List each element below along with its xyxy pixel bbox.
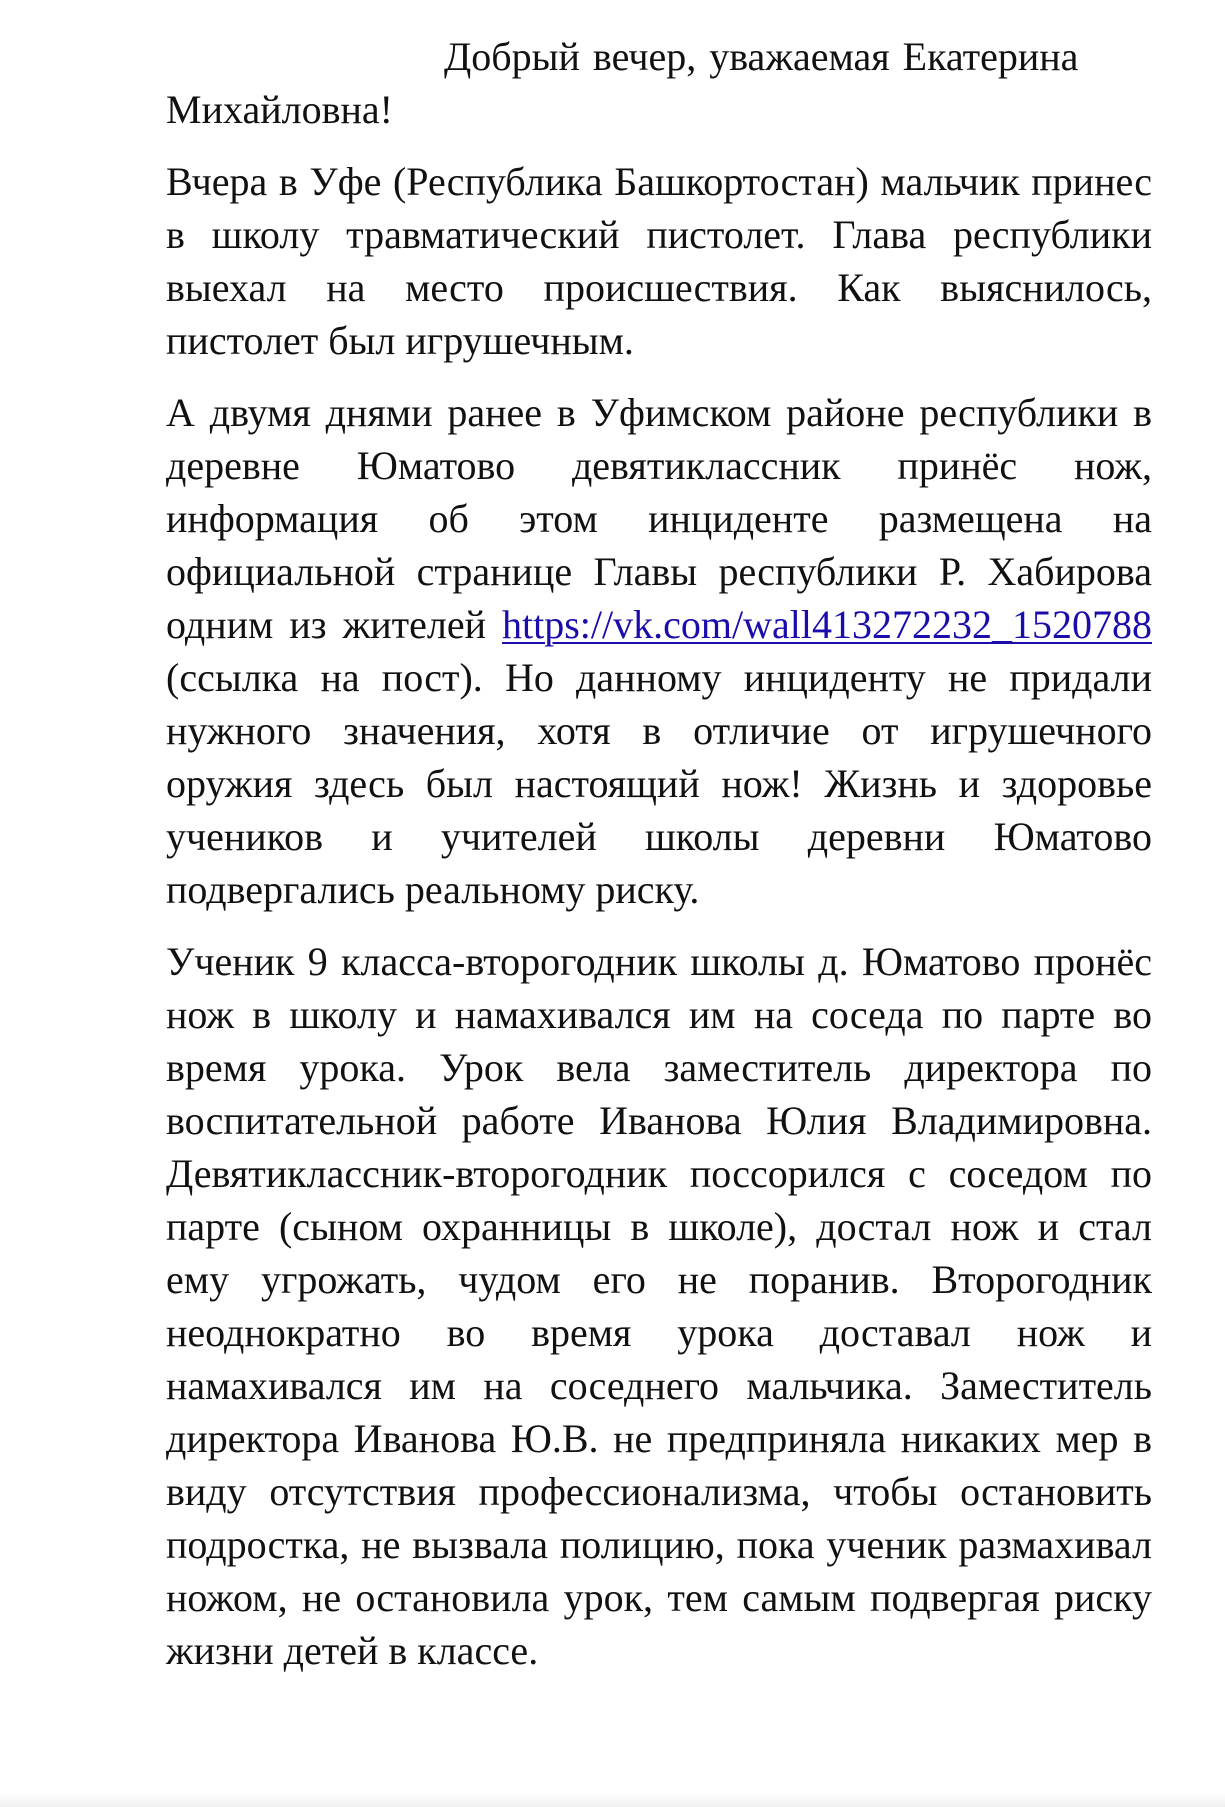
greeting [166, 30, 1152, 136]
greeting-line-1: Добрый вечер, уважаемая Екатерина [444, 34, 1079, 79]
page-bottom-edge [0, 1793, 1225, 1807]
paragraph-3: Ученик 9 класса-второгодник школы д. Юматово пронёс нож в школу и намахивался им на соседа по парте во время урока. Урок вела заместитель директора по воспитательной работе Иванова Юлия Владимировна. Девятиклассник-второгодник поссорился с соседом по парте (сыном охранницы в школе), достал нож и стал ему угрожать, чудом его не поранив. Второгодник неоднократно во время урока доставал нож и намахивался им на соседнего мальчика. Заместитель директора Иванова Ю.В. не предприняла никаких мер в виду отсутствия профессионализма, чтобы остановить подростка, не вызвала полицию, пока ученик размахивал ножом, не остановила урок, тем самым подвергая риску жизни детей в классе. [166, 939, 1152, 1673]
paragraph-2-text-after-link: (ссылка на пост). Но данному инциденту не придали нужного значения, хотя в отличие от игрушечного оружия здесь был настоящий нож! Жизнь и здоровье учеников и учителей школы деревни Юматово подвергались реальному риску. [166, 655, 1152, 912]
vk-post-link[interactable]: https://vk.com/wall413272232_1520788 [502, 602, 1152, 647]
paragraph-2-text-before-link: А двумя днями ранее в Уфимском районе республики в деревне Юматово девятиклассник принёс нож, информация об этом инциденте размещена на официальной странице Главы республики Р. Хабирова одним из жителей [166, 390, 1152, 647]
paragraph-2 [166, 386, 1152, 916]
paragraph-1: Вчера в Уфе (Республика Башкортостан) мальчик принес в школу травматический пистолет. Глава республики выехал на место происшествия. Как выяснилось, пистолет был игрушечным. [166, 159, 1152, 363]
letter-body [166, 30, 1152, 1696]
greeting-line-2: Михайловна! [166, 87, 393, 132]
